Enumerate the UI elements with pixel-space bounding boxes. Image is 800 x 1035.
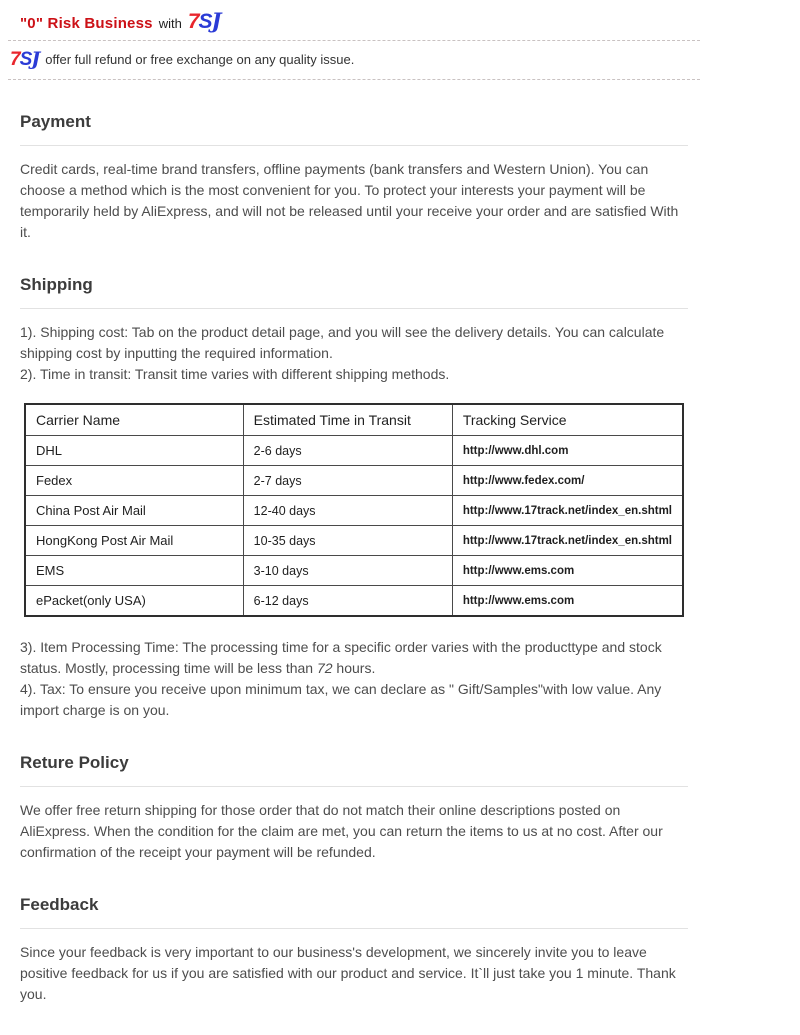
- title-with-text: with: [158, 16, 182, 31]
- payment-section: [20, 112, 688, 243]
- table-header-tracking: Tracking Service: [452, 404, 683, 436]
- return-policy-heading: Reture Policy: [20, 753, 688, 787]
- transit-time: 10-35 days: [243, 526, 452, 556]
- shipping-section: [20, 275, 688, 721]
- feedback-heading: Feedback: [20, 895, 688, 929]
- shipping-intro-2: 2). Time in transit: Transit time varies with different shipping methods.: [20, 366, 450, 382]
- shipping-note-3: [20, 639, 662, 676]
- logo-char-3: J: [211, 8, 221, 33]
- risk-business-title: "0" Risk Business: [20, 15, 153, 32]
- note3-text: 3). Item Processing Time: The processing time for a specific order varies with the producttype and stock status. Mostly, processing time will be less than: [20, 639, 662, 676]
- shipping-notes: [20, 637, 688, 721]
- payment-heading: Payment: [20, 112, 688, 146]
- tagline-row: [8, 47, 700, 75]
- note3-tail: hours.: [332, 660, 376, 676]
- shipping-intro: [20, 322, 688, 385]
- table-row: [25, 556, 683, 586]
- carrier-name: ePacket(only USA): [25, 586, 243, 617]
- store-logo: [10, 50, 39, 69]
- feedback-body: Since your feedback is very important to our business's development, we sincerely invite you to leave positive feedback for us if you are satisfied with our product and service. It`ll just take you 1 minute. Thank you.: [20, 944, 676, 1002]
- shipping-note-4: 4). Tax: To ensure you receive upon minimum tax, we can declare as " Gift/Samples"with low value. Any import charge is on you.: [20, 681, 662, 718]
- return-policy-section: [20, 753, 688, 863]
- table-row: [25, 436, 683, 466]
- transit-time: 2-7 days: [243, 466, 452, 496]
- table-row: [25, 496, 683, 526]
- shipping-intro-1: 1). Shipping cost: Tab on the product detail page, and you will see the delivery details. You can calculate shipping cost by inputting the required information.: [20, 324, 665, 361]
- payment-body: Credit cards, real-time brand transfers, offline payments (bank transfers and Western Union). You can choose a method which is the most convenient for you. To protect your interests your payment will be temporarily held by AliExpress, and will not be released until your receive your order and are satisfied With it.: [20, 161, 679, 240]
- transit-time: 12-40 days: [243, 496, 452, 526]
- table-header-transit: Estimated Time in Transit: [243, 404, 452, 436]
- tracking-url: http://www.ems.com: [452, 586, 683, 617]
- table-header-row: [25, 404, 683, 436]
- note3-hours: 72: [316, 660, 333, 676]
- content: [20, 112, 688, 1005]
- shipping-heading: Shipping: [20, 275, 688, 309]
- tracking-url: http://www.fedex.com/: [452, 466, 683, 496]
- return-policy-body: We offer free return shipping for those order that do not match their online descriptions posted on AliExpress. When the condition for the claim are met, you can return the items to us at no cost. After our confirmation of the receipt your payment will be refunded.: [20, 802, 663, 860]
- carrier-name: Fedex: [25, 466, 243, 496]
- table-row: [25, 586, 683, 617]
- logo-char-2: S: [198, 10, 212, 33]
- dashed-divider: [8, 78, 700, 80]
- shipping-table: [24, 403, 684, 617]
- header: [8, 8, 700, 80]
- logo-char-3: J: [31, 48, 40, 70]
- store-logo: [188, 10, 221, 32]
- table-header-carrier: Carrier Name: [25, 404, 243, 436]
- logo-char-1: 7: [10, 49, 20, 70]
- table-row: [25, 526, 683, 556]
- carrier-name: DHL: [25, 436, 243, 466]
- logo-char-1: 7: [187, 10, 199, 33]
- carrier-name: EMS: [25, 556, 243, 586]
- transit-time: 6-12 days: [243, 586, 452, 617]
- tracking-url: http://www.ems.com: [452, 556, 683, 586]
- table-row: [25, 466, 683, 496]
- title-row: [8, 8, 700, 36]
- carrier-name: HongKong Post Air Mail: [25, 526, 243, 556]
- transit-time: 2-6 days: [243, 436, 452, 466]
- carrier-name: China Post Air Mail: [25, 496, 243, 526]
- logo-char-2: S: [19, 49, 32, 70]
- transit-time: 3-10 days: [243, 556, 452, 586]
- tracking-url: http://www.17track.net/index_en.shtml: [452, 496, 683, 526]
- tagline-text: offer full refund or free exchange on any quality issue.: [45, 52, 355, 67]
- tracking-url: http://www.dhl.com: [452, 436, 683, 466]
- feedback-section: [20, 895, 688, 1005]
- dashed-divider: [8, 39, 700, 41]
- tracking-url: http://www.17track.net/index_en.shtml: [452, 526, 683, 556]
